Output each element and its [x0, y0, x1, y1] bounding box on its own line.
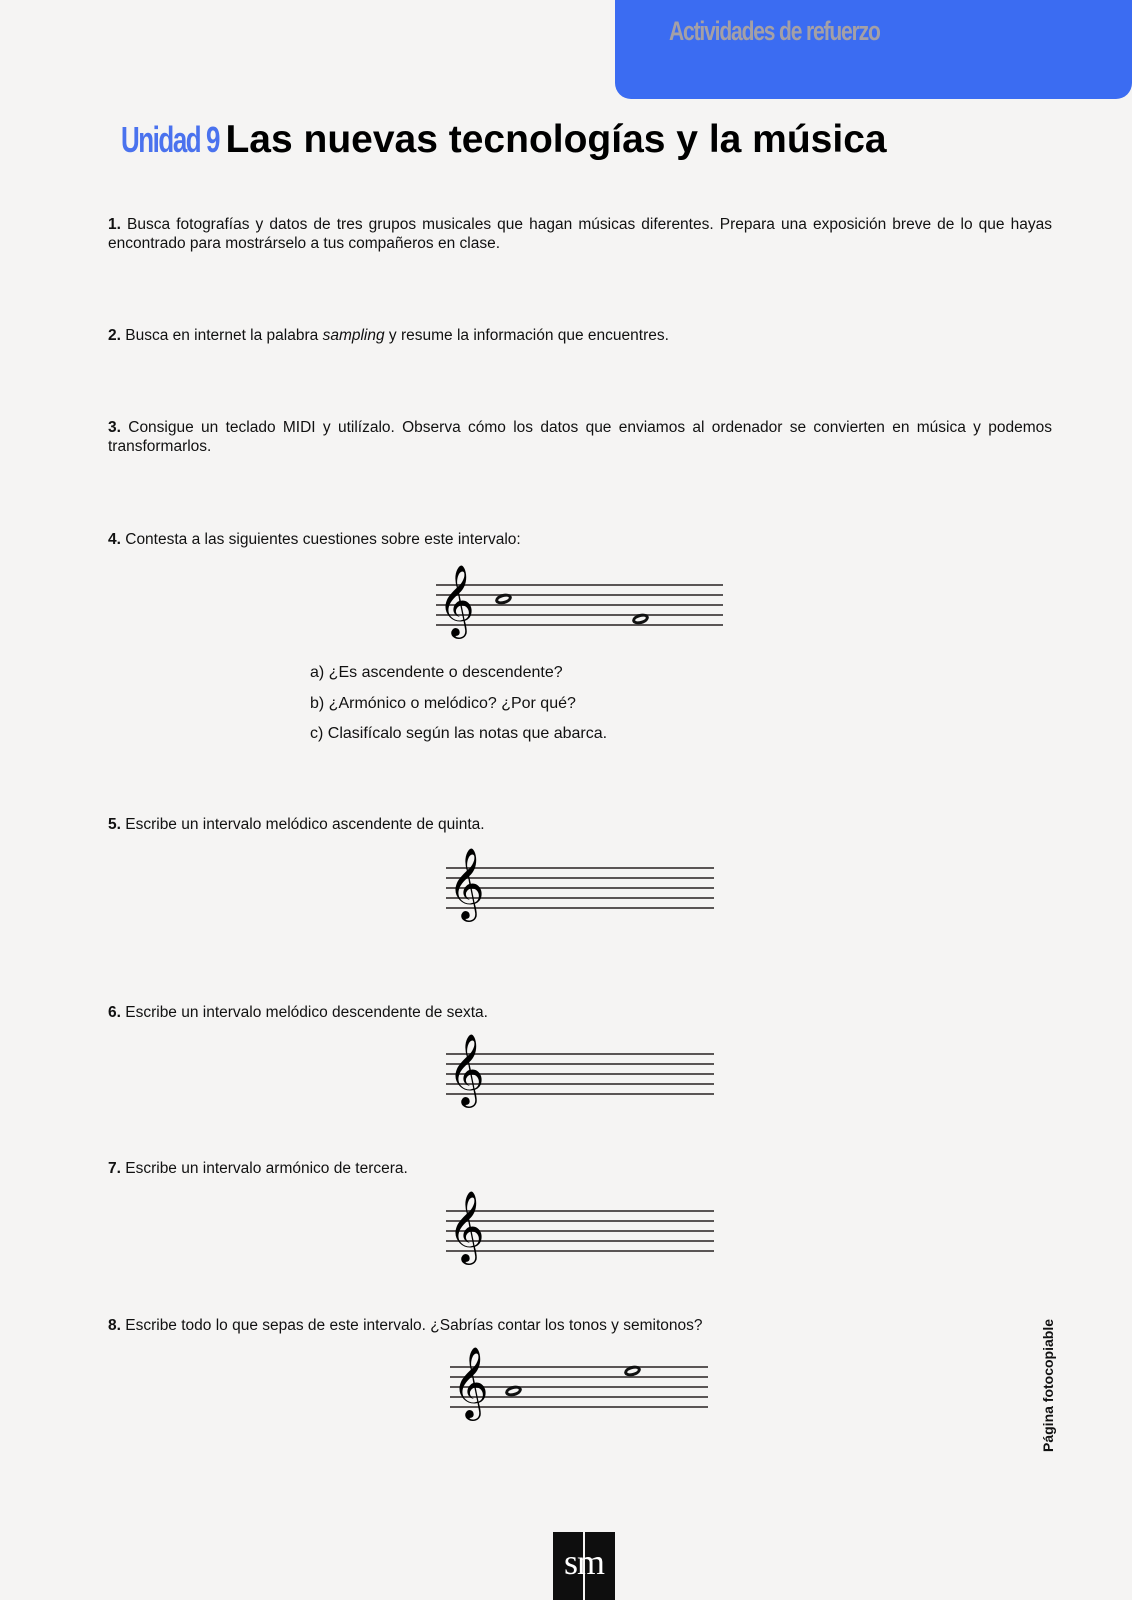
- subquestion-a: a) ¿Es ascendente o descendente?: [310, 664, 563, 681]
- unit-label: Unidad 9: [121, 119, 219, 160]
- banner-title: Actividades de refuerzo: [669, 16, 880, 46]
- question-3: 3. Consigue un teclado MIDI y utilízalo. Observa cómo los datos que enviamos al ordenador se convierten en música y podemos transformarlos.: [108, 419, 1052, 455]
- page-title: [121, 118, 887, 162]
- staff-question-5: [446, 847, 714, 927]
- question-1: 1. Busca fotografías y datos de tres grupos musicales que hagan músicas diferentes. Prepara una exposición breve de lo que hayas encontrado para mostrárselo a tus compañeros en clase.: [108, 216, 1052, 252]
- treble-clef-icon: 𝄞: [448, 846, 485, 919]
- staff-question-4: [436, 564, 723, 644]
- staff-question-6: [446, 1033, 714, 1113]
- question-8: 8. Escribe todo lo que sepas de este intervalo. ¿Sabrías contar los tonos y semitonos?: [108, 1317, 703, 1334]
- header-banner: [615, 0, 1132, 99]
- question-6: 6. Escribe un intervalo melódico descendente de sexta.: [108, 1004, 488, 1021]
- question-7: 7. Escribe un intervalo armónico de tercera.: [108, 1160, 408, 1177]
- question-5: 5. Escribe un intervalo melódico ascendente de quinta.: [108, 816, 485, 833]
- treble-clef-icon: 𝄞: [448, 1032, 485, 1105]
- treble-clef-icon: 𝄞: [452, 1345, 489, 1418]
- question-2: 2. Busca en internet la palabra sampling y resume la información que encuentres.: [108, 327, 669, 344]
- question-4: 4. Contesta a las siguientes cuestiones sobre este intervalo:: [108, 531, 521, 548]
- subquestion-c: c) Clasifícalo según las notas que abarca.: [310, 725, 608, 742]
- subquestion-b: b) ¿Armónico o melódico? ¿Por qué?: [310, 695, 576, 712]
- publisher-logo: sm: [553, 1532, 615, 1600]
- treble-clef-icon: 𝄞: [448, 1189, 485, 1262]
- main-title: Las nuevas tecnologías y la música: [225, 118, 887, 161]
- staff-question-7: [446, 1190, 714, 1270]
- staff-question-8: [450, 1346, 708, 1426]
- side-label: Página fotocopiable: [1040, 1318, 1056, 1452]
- treble-clef-icon: 𝄞: [438, 563, 475, 636]
